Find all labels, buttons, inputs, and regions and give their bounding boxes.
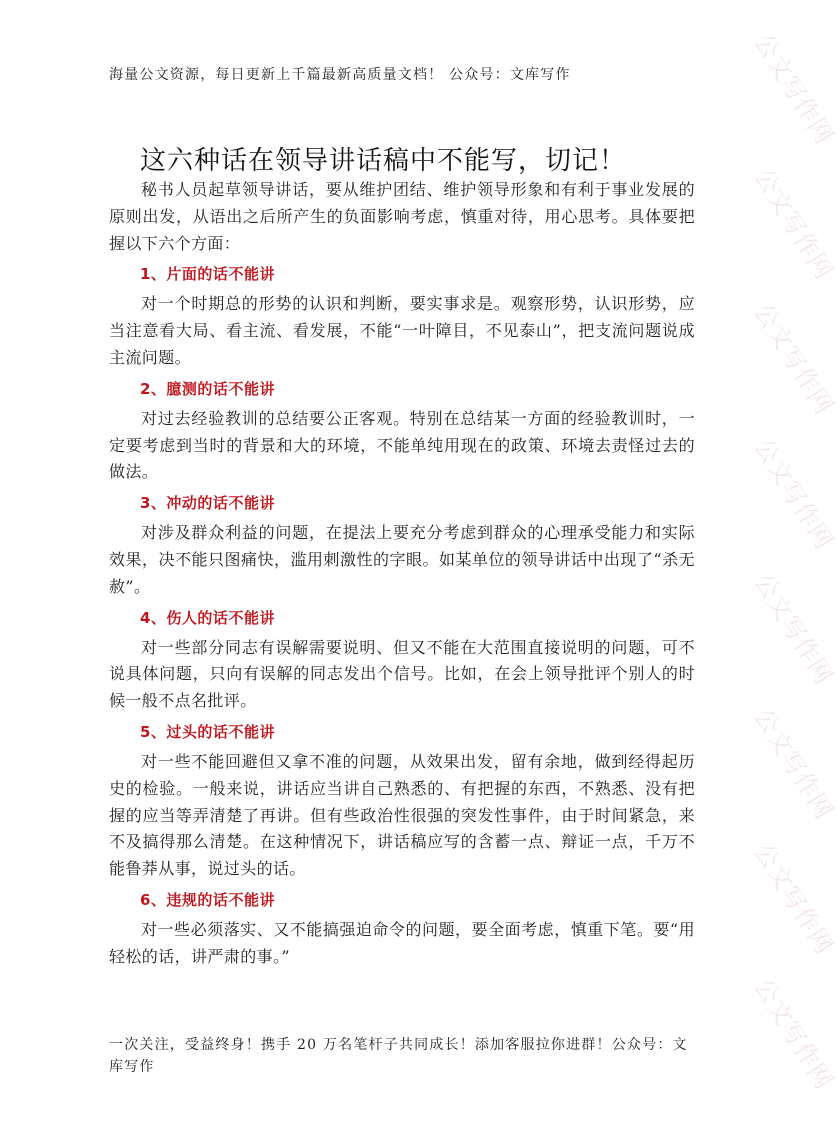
- section-body-5: 对一些不能回避但又拿不准的问题，从效果出发，留有余地，做到经得起历史的检验。一般来说，讲话应当讲自己熟悉的、有把握的东西，不熟悉、没有把握的应当等弄清楚了再讲。但有些政治性很强的突发性事件，由于时间紧急，来不及搞得那么清楚。在这种情况下，讲话稿应写的含蓄一点、辩证一点，千万不能鲁莽从事，说过头的话。: [109, 751, 695, 879]
- watermark: 公文写作网: [748, 433, 839, 555]
- document-body: [109, 177, 695, 971]
- section-body-4: 对一些部分同志有误解需要说明、但又不能在大范围直接说明的问题，可不说具体问题，只向有误解的同志发出个信号。比如，在会上领导批评个别人的时候一般不点名批评。: [109, 637, 695, 711]
- watermark: 公文写作网: [748, 703, 839, 825]
- watermark: 公文写作网: [748, 298, 839, 420]
- watermark: 公文写作网: [748, 28, 839, 150]
- section-heading-3: 3、冲动的话不能讲: [140, 494, 275, 513]
- watermark: 公文写作网: [748, 973, 839, 1095]
- page-footer: 一次关注，受益终身！携手 20 万名笔杆子共同成长！添加客服拉你进群！公众号：文库写作: [109, 1037, 688, 1075]
- section-body-6: 对一些必须落实、又不能搞强迫命令的问题，要全面考虑，慎重下笔。要“用轻松的话，讲严肃的事。”: [109, 919, 695, 966]
- intro-paragraph: 秘书人员起草领导讲话，要从维护团结、维护领导形象和有利于事业发展的原则出发，从语出之后所产生的负面影响考虑，慎重对待，用心思考。具体要把握以下六个方面：: [109, 180, 695, 253]
- watermark: 公文写作网: [748, 163, 839, 285]
- section-heading-2: 2、臆测的话不能讲: [140, 379, 275, 398]
- section-heading-4: 4、伤人的话不能讲: [140, 608, 275, 627]
- section-body-2: 对过去经验教训的总结要公正客观。特别在总结某一方面的经验教训时，一定要考虑到当时的背景和大的环境，不能单纯用现在的政策、环境去责怪过去的做法。: [109, 408, 695, 482]
- watermark: 公文写作网: [748, 568, 839, 690]
- section-heading-5: 5、过头的话不能讲: [140, 722, 275, 741]
- section-body-3: 对涉及群众利益的问题，在提法上要充分考虑到群众的心理承受能力和实际效果，决不能只图痛快，滥用刺激性的字眼。如某单位的领导讲话中出现了“杀无赦”。: [109, 523, 695, 596]
- section-heading-1: 1、片面的话不能讲: [140, 265, 275, 284]
- document-title: 这六种话在领导讲话稿中不能写，切记！: [140, 146, 627, 176]
- section-body-1: 对一个时期总的形势的认识和判断，要实事求是。观察形势，认识形势，应当注意看大局、看主流、看发展，不能“一叶障目，不见泰山”，把支流问题说成主流问题。: [109, 294, 695, 367]
- watermark: 公文写作网: [748, 838, 839, 960]
- section-heading-6: 6、违规的话不能讲: [140, 890, 275, 909]
- page-header: 海量公文资源，每日更新上千篇最新高质量文档！ 公众号：文库写作: [109, 67, 571, 83]
